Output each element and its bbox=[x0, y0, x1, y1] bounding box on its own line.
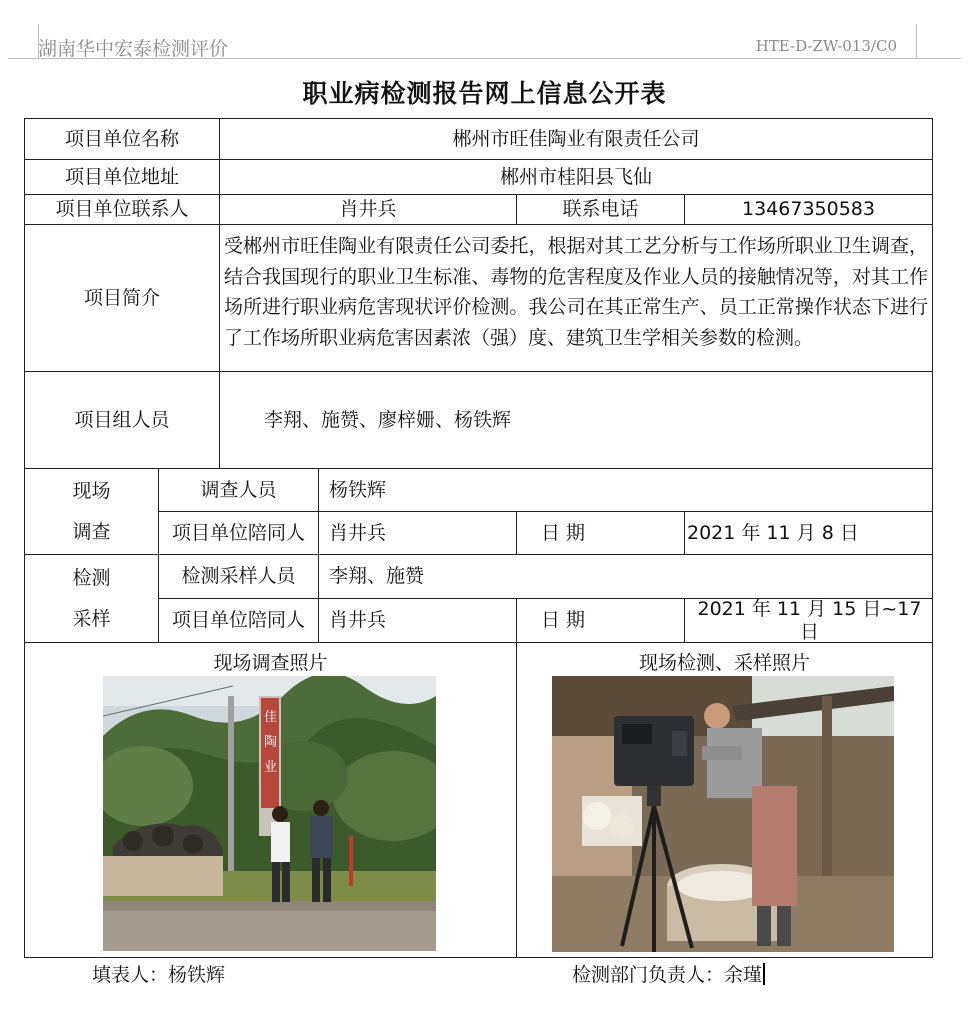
project-name-value: 郴州市旺佳陶业有限责任公司 bbox=[219, 118, 933, 160]
sampling-date-value: 2021 年 11 月 15 日~17 日 bbox=[684, 598, 933, 643]
sampling-photo-image bbox=[552, 676, 894, 952]
survey-escort-value: 肖井兵 bbox=[318, 511, 517, 555]
sampling-group-label bbox=[24, 554, 159, 643]
survey-group-label bbox=[24, 468, 159, 555]
team-value: 李翔、施赞、廖梓姗、杨铁辉 bbox=[219, 371, 933, 469]
sampling-escort-value: 肖井兵 bbox=[318, 598, 517, 643]
footer-dept-head-text: 检测部门负责人：余瑾 bbox=[572, 964, 763, 986]
survey-date-value: 2021 年 11 月 8 日 bbox=[684, 511, 933, 555]
text-cursor bbox=[763, 963, 765, 985]
svg-text:佳: 佳 bbox=[264, 710, 278, 725]
team-label: 项目组人员 bbox=[24, 371, 220, 469]
footer-dept-head bbox=[572, 960, 765, 987]
survey-photo-image bbox=[103, 676, 436, 951]
sampling-date-label: 日 期 bbox=[516, 598, 685, 643]
header-right-rule bbox=[916, 24, 917, 58]
phone-label: 联系电话 bbox=[516, 194, 685, 225]
sampling-escort-label: 项目单位陪同人 bbox=[158, 598, 319, 643]
survey-photo bbox=[103, 676, 436, 951]
footer-filler: 填表人：杨铁辉 bbox=[92, 964, 226, 986]
survey-escort-label: 项目单位陪同人 bbox=[158, 511, 319, 555]
sampling-photo-title: 现场检测、采样照片 bbox=[638, 652, 810, 674]
sampling-group-label-line2: 采样 bbox=[72, 607, 111, 630]
page-title: 职业病检测报告网上信息公开表 bbox=[302, 79, 667, 108]
intro-label: 项目简介 bbox=[24, 224, 220, 372]
investigator-label: 调查人员 bbox=[158, 468, 319, 512]
sampling-photo bbox=[552, 676, 894, 952]
sampling-group-label-line1: 检测 bbox=[72, 566, 111, 589]
survey-date-label: 日 期 bbox=[516, 511, 685, 555]
project-address-value: 郴州市桂阳县飞仙 bbox=[219, 159, 933, 195]
header-divider bbox=[8, 58, 961, 59]
header-company: 湖南华中宏泰检测评价 bbox=[38, 38, 229, 60]
project-name-label: 项目单位名称 bbox=[24, 118, 220, 160]
intro-text: 受郴州市旺佳陶业有限责任公司委托，根据对其工艺分析与工作场所职业卫生调查，结合我国现行的职业卫生标准、毒物的危害程度及作业人员的接触情况等，对其工作场所进行职业病危害现状评价检测。我公司在其正常生产、员工正常操作状态下进行了工作场所职业病危害因素浓（强）度、建筑卫生学相关参数的检测。 bbox=[219, 224, 933, 372]
contact-label: 项目单位联系人 bbox=[24, 194, 220, 225]
svg-text:陶: 陶 bbox=[264, 735, 278, 750]
survey-photo-title: 现场调查照片 bbox=[213, 652, 328, 674]
info-table bbox=[24, 118, 933, 958]
contact-value: 肖井兵 bbox=[219, 194, 517, 225]
investigator-value: 杨铁辉 bbox=[318, 468, 933, 512]
header-doc-code: HTE-D-ZW-013/C0 bbox=[755, 37, 897, 55]
svg-text:业: 业 bbox=[264, 760, 278, 775]
sampler-label: 检测采样人员 bbox=[158, 554, 319, 599]
survey-group-label-line2: 调查 bbox=[72, 520, 111, 543]
survey-group-label-line1: 现场 bbox=[72, 479, 111, 502]
sampler-value: 李翔、施赞 bbox=[318, 554, 933, 599]
project-address-label: 项目单位地址 bbox=[24, 159, 220, 195]
phone-value: 13467350583 bbox=[684, 194, 933, 225]
